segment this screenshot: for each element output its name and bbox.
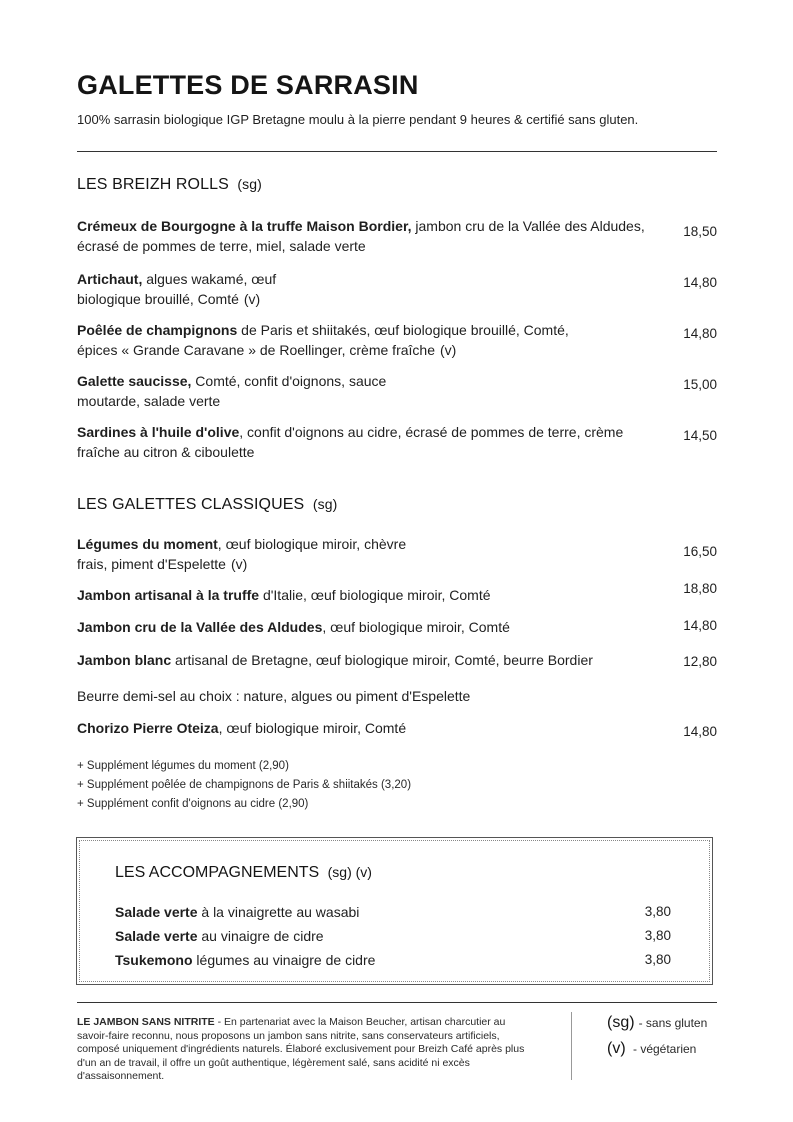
menu-item [77,617,652,637]
item-description: Comté, confit d'oignons, sauce moutarde, salade verte [77,373,387,409]
vegetarian-tag: (v) [243,291,261,307]
item-price: 3,80 [644,904,671,919]
section-title-breizh-rolls [77,176,262,194]
item-name: Galette saucisse, [77,373,192,389]
item-price: 12,80 [683,654,717,669]
section-title-text: LES ACCOMPAGNEMENTS [115,864,320,881]
item-name: Jambon cru de la Vallée des Aldudes [77,619,323,635]
legend-symbol: (sg) [607,1014,635,1031]
item-description: à la vinaigrette au wasabi [197,904,360,920]
item-extra-note: Beurre demi-sel au choix : nature, algues ou piment d'Espelette [77,688,471,704]
gluten-free-tag: (sg) [237,176,262,192]
item-price: 14,80 [683,275,717,290]
legend-label: - végétarien [629,1042,697,1056]
item-price: 14,80 [683,618,717,633]
vegetarian-tag: (v) [230,556,248,572]
item-name: Jambon blanc [77,652,172,668]
legend-label: - sans gluten [638,1016,708,1030]
footer-divider [77,1002,717,1003]
menu-item [77,585,652,605]
supplements-list [77,757,411,814]
item-price: 18,80 [683,581,717,596]
legend-vegetarian [607,1040,696,1058]
section-title-galettes-classiques [77,496,337,514]
item-price: 18,50 [683,224,717,239]
item-name: Chorizo Pierre Oteiza [77,720,219,736]
item-price: 15,00 [683,377,717,392]
page-subtitle: 100% sarrasin biologique IGP Bretagne moulu à la pierre pendant 9 heures & certifié sans gluten. [77,112,639,127]
item-description: de Paris et shiitakés, œuf biologique brouillé, Comté, épices « Grande Caravane » de Roellinger, crème fraîche [77,322,569,358]
accompagnements-box [76,837,713,985]
side-item [115,904,671,920]
item-description: , confit d'oignons au cidre, écrasé de pommes de terre, crème fraîche au citron & ciboulette [77,424,624,460]
footer-vertical-divider [571,1012,572,1080]
vegetarian-tag: (v) [439,342,457,358]
ham-note-text: - En partenariat avec la Maison Beucher, artisan charcutier au savoir-faire reconnu, nous proposons un jambon sans nitrite, sans conservateurs artificiels, composé uniquement d'ingrédients naturels. Élaboré exclusivement pour Breizh Café après plus d'un an de travail, il offre un goût authentique, légèrement salé, sans acidité ni excès d'assaisonnement. [77,1016,525,1082]
item-price: 14,80 [683,724,717,739]
item-name: Légumes du moment [77,536,218,552]
menu-item [77,422,637,462]
item-name: Tsukemono [115,952,193,968]
supplement-item: + Supplément confit d'oignons au cidre (2,90) [77,798,309,810]
side-item [115,928,671,944]
item-price: 14,50 [683,428,717,443]
supplement-item: + Supplément poêlée de champignons de Paris & shiitakés (3,20) [77,779,412,791]
item-name: Artichaut, [77,271,143,287]
item-price: 16,50 [683,544,717,559]
menu-item [77,216,652,256]
menu-item [77,650,597,670]
menu-item [77,269,327,309]
item-name: Sardines à l'huile d'olive [77,424,240,440]
legend-gluten-free [607,1014,707,1032]
gluten-free-tag: (sg) [312,496,338,512]
section-title-accompagnements [115,864,372,882]
item-description: jambon cru de la Vallée des Aldudes, écrasé de pommes de terre, miel, salade verte [77,218,645,254]
item-name: Jambon artisanal à la truffe [77,587,260,603]
header-divider [77,151,717,152]
item-description: d'Italie, œuf biologique miroir, Comté [259,587,491,603]
item-description: au vinaigre de cidre [197,928,324,944]
item-name: Salade verte [115,904,198,920]
item-price: 14,80 [683,326,717,341]
item-price: 3,80 [644,952,671,967]
item-description: , œuf biologique miroir, Comté [322,619,510,635]
menu-item [77,718,652,738]
item-price: 3,80 [644,928,671,943]
item-name: Poêlée de champignons [77,322,238,338]
section-title-text: LES BREIZH ROLLS [77,176,229,193]
ham-note-title: LE JAMBON SANS NITRITE [77,1016,215,1028]
item-description: légumes au vinaigre de cidre [192,952,376,968]
page-title: GALETTES DE SARRASIN [77,70,419,100]
item-description: artisanal de Bretagne, œuf biologique miroir, Comté, beurre Bordier [171,652,593,668]
diet-tags: (sg) (v) [327,864,372,880]
side-item [115,952,671,968]
item-description: algues wakamé, œuf biologique brouillé, Comté [77,271,277,307]
item-description: , œuf biologique miroir, chèvre frais, piment d'Espelette [77,536,407,572]
menu-item [77,534,422,574]
menu-item [77,320,607,360]
section-title-text: LES GALETTES CLASSIQUES [77,496,305,513]
item-description: , œuf biologique miroir, Comté [218,720,407,736]
ham-note [77,1016,527,1084]
legend-symbol: (v) [607,1040,626,1057]
menu-item [77,371,397,411]
item-name: Crémeux de Bourgogne à la truffe Maison Bordier, [77,218,412,234]
item-name: Salade verte [115,928,198,944]
supplement-item: + Supplément légumes du moment (2,90) [77,760,289,772]
